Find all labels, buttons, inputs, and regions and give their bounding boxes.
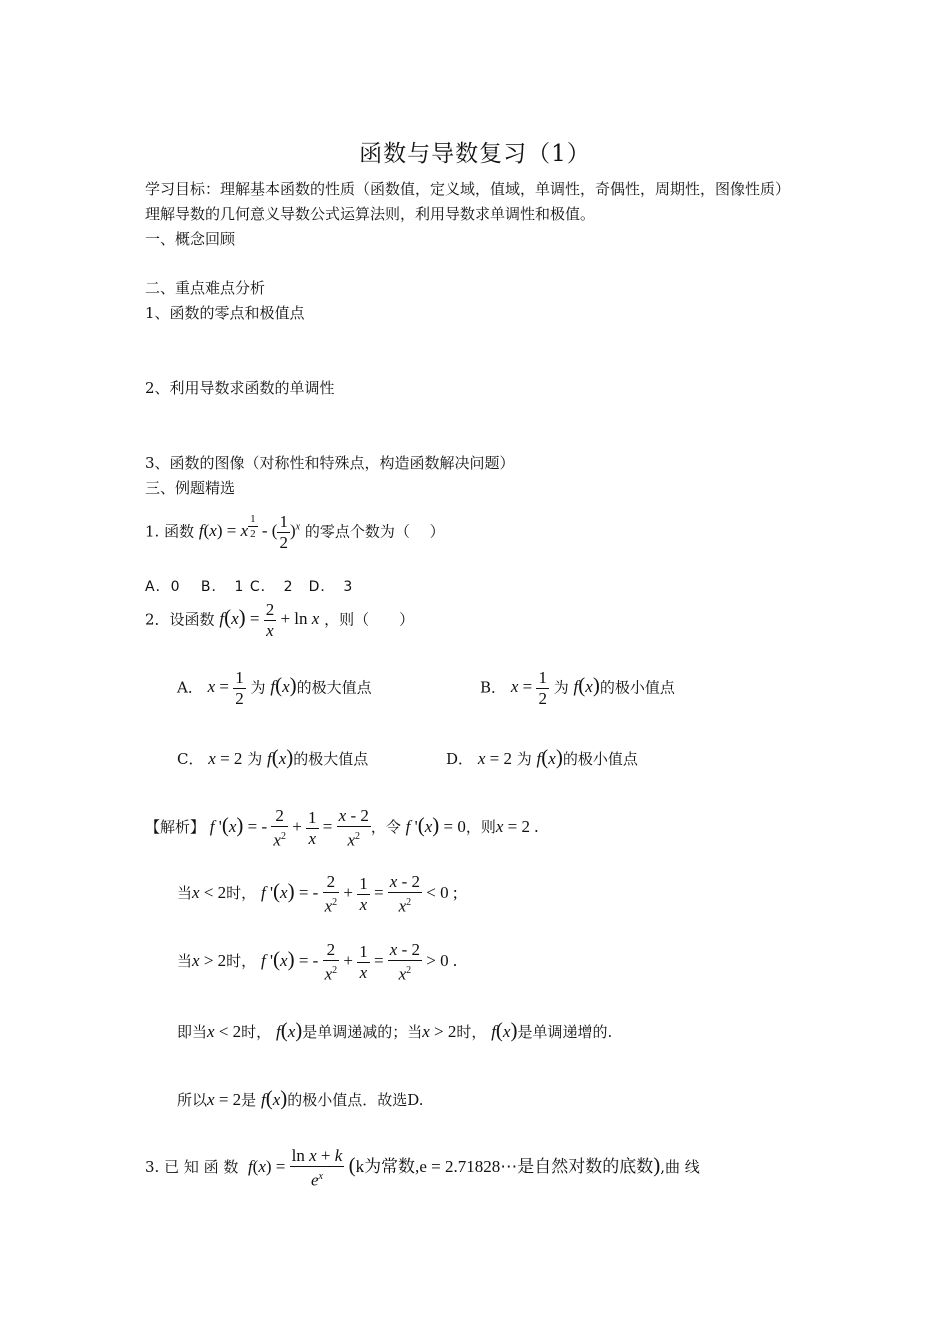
q1-suffix: 的零点个数为（ ） (304, 522, 445, 541)
point-graphs: 3、函数的图像（对称性和特殊点，构造函数解决问题） (145, 454, 515, 472)
q3-constant-note: k为常数, (355, 1157, 420, 1177)
q3-e-value: e = 2.71828⋯是自然对数的底数 (419, 1157, 654, 1177)
q1-options: A．0 B． 1 C． 2 D． 3 (145, 579, 354, 595)
solution-line-5: 所以x = 2是 f(x)的极小值点．故选D. (177, 1086, 424, 1110)
q1-formula: f(x) = x $^{\frac{1}{2}}$ - ( $\frac{1}{2}$ )$^x$ (198, 512, 301, 552)
point-monotonicity: 2、利用导数求函数的单调性 (145, 379, 335, 397)
page-title: 函数与导数复习（1） (359, 141, 591, 167)
q2-option-b: B． x = $\frac{1}{2}$ 为 f(x)的极小值点 (480, 668, 675, 708)
solution-line-1: 【解析】 f '(x) = - $\frac{2}{x^2}$ + $\frac{1}{x}$ = $\frac{x - 2}{x^2}$ ，令 f '(x) = 0，则x = 2 . (145, 806, 539, 850)
objectives-line-2: 理解导数的几何意义导数公式运算法则，利用导数求单调性和极值。 (145, 205, 596, 223)
section-key-points: 二、重点难点分析 (145, 279, 266, 297)
q2-option-d: D． x = 2 为 f(x)的极小值点 (446, 745, 638, 769)
q1-prefix: 1. 函数 (145, 522, 195, 541)
q2-prefix: 2．设函数 (145, 610, 215, 629)
q2-formula: f(x) = $\frac{2}{x}$ + ln x (219, 600, 320, 640)
solution-line-2: 当x < 2时， f '(x) = - $\frac{2}{x^2}$ + $\frac{1}{x}$ = $\frac{x - 2}{x^2}$ < 0 ; (177, 872, 458, 916)
q3-prefix: 3. 已 知 函 数 (145, 1158, 239, 1177)
question-1 (145, 512, 445, 553)
section-concept-review: 一、概念回顾 (145, 230, 236, 248)
q2-option-a: A． x = $\frac{1}{2}$ 为 f(x)的极大值点 (177, 668, 372, 708)
solution-tag: 【解析】 (145, 818, 206, 837)
q2-suffix: ，则（ ） (324, 610, 415, 629)
point-zeros-extrema: 1、函数的零点和极值点 (145, 304, 305, 322)
objectives-line-1: 学习目标：理解基本函数的性质（函数值，定义域，值域，单调性，奇偶性，周期性，图像性质） (145, 180, 791, 198)
q3-formula: f(x) = $\frac{\text{ln x + k}}{e^x}$ ( (247, 1146, 356, 1190)
question-2 (145, 600, 414, 641)
solution-line-4: 即当x < 2时， f(x)是单调递减的；当x > 2时， f(x)是单调递增的. (177, 1018, 613, 1042)
q3-suffix: ,曲 线 (660, 1158, 700, 1177)
question-3: 3. 已 知 函 数 f(x) = $\frac{\text{ln x + k}}{e^x}$ (k为常数,e = 2.71828⋯是自然对数的底数),曲 线 (145, 1146, 700, 1190)
solution-line-3: 当x > 2时， f '(x) = - $\frac{2}{x^2}$ + $\frac{1}{x}$ = $\frac{x - 2}{x^2}$ > 0 . (177, 940, 458, 984)
q2-option-c: C． x = 2 为 f(x)的极大值点 (177, 745, 369, 769)
section-examples: 三、例题精选 (145, 479, 236, 497)
